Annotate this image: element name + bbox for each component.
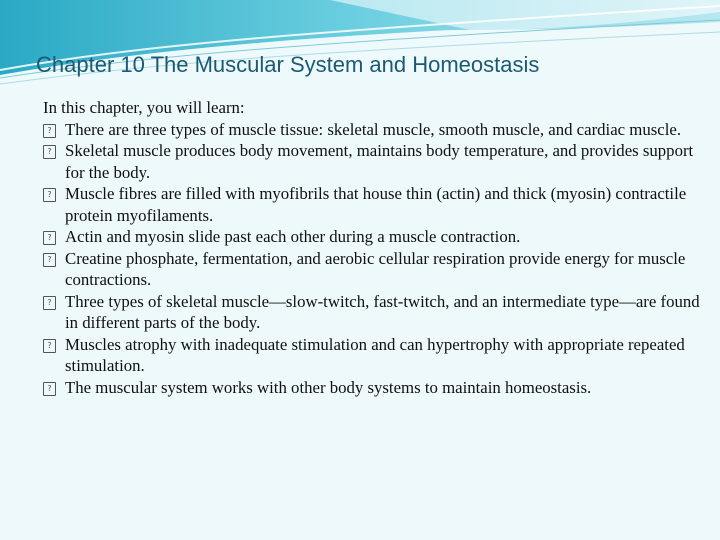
missing-glyph-box-icon: ? — [43, 145, 56, 159]
slide-body — [43, 97, 703, 398]
missing-glyph-box-icon: ? — [43, 382, 56, 396]
bullet-text: There are three types of muscle tissue: skeletal muscle, smooth muscle, and cardiac muscle. — [65, 119, 682, 139]
missing-glyph-box-icon: ? — [43, 231, 56, 245]
bullet-item — [43, 119, 703, 141]
bullet-item — [43, 140, 703, 183]
bullet-text: Muscles atrophy with inadequate stimulation and can hypertrophy with appropriate repeated stimulation. — [65, 334, 685, 375]
bullet-item — [43, 183, 703, 226]
header-wave-decoration — [0, 0, 720, 95]
bullet-text: Actin and myosin slide past each other during a muscle contraction. — [65, 227, 521, 246]
bullet-text: Three types of skeletal muscle—slow-twitch, fast-twitch, and an intermediate type—are found in different parts of the body. — [65, 291, 700, 332]
missing-glyph-box-icon: ? — [43, 124, 56, 138]
slide-title: Chapter 10 The Muscular System and Homeostasis — [36, 52, 540, 77]
bullet-text: The muscular system works with other body systems to maintain homeostasis. — [65, 377, 592, 397]
missing-glyph-box-icon: ? — [43, 339, 56, 353]
missing-glyph-box-icon: ? — [43, 296, 56, 310]
bullet-text: Creatine phosphate, fermentation, and aerobic cellular respiration provide energy for muscle contractions. — [65, 248, 686, 289]
bullet-text: Muscle fibres are filled with myofibrils that house thin (actin) and thick (myosin) contractile protein myofilaments. — [65, 184, 687, 225]
missing-glyph-box-icon: ? — [43, 253, 56, 267]
bullet-item — [43, 248, 703, 291]
intro-text: In this chapter, you will learn: — [43, 98, 245, 117]
bullet-text: Skeletal muscle produces body movement, maintains body temperature, and provides support for the body. — [65, 141, 694, 182]
bullet-item — [43, 226, 703, 248]
bullet-item — [43, 377, 703, 399]
bullet-item — [43, 291, 703, 334]
missing-glyph-box-icon: ? — [43, 188, 56, 202]
bullet-list — [43, 119, 703, 399]
bullet-item — [43, 334, 703, 377]
